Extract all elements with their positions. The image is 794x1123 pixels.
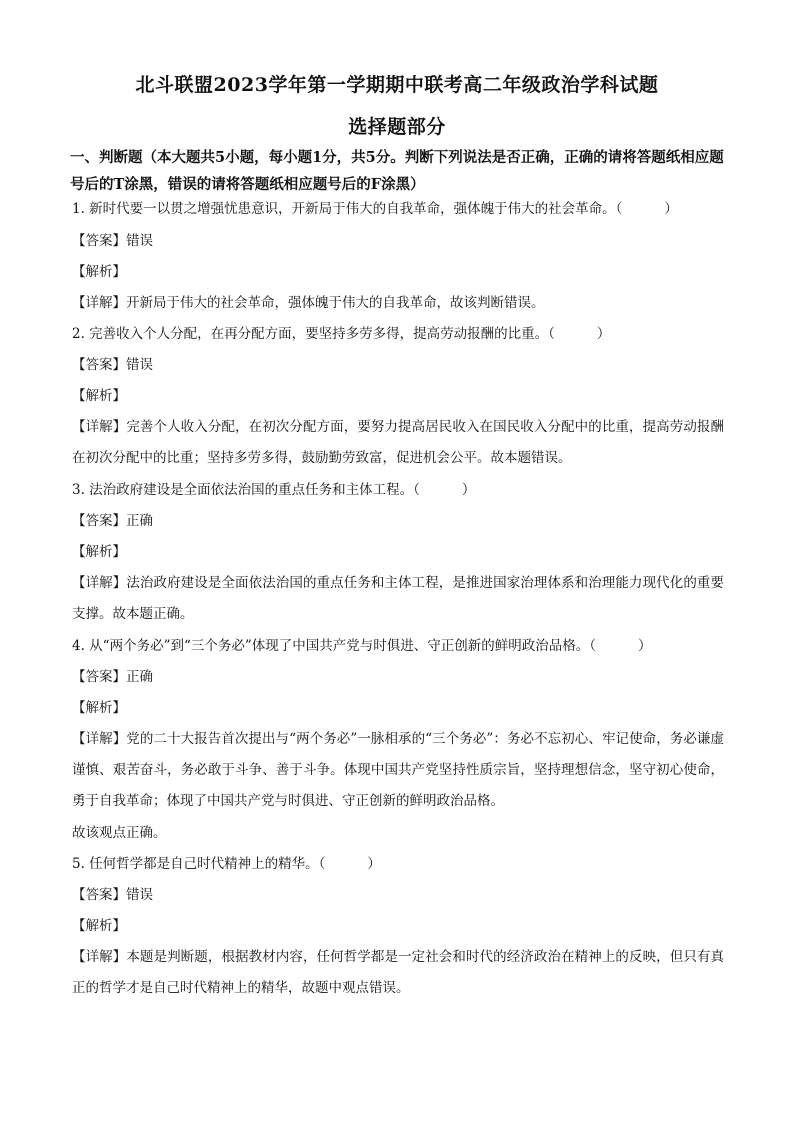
answer-value: 正确	[126, 669, 153, 685]
question-stem	[72, 324, 732, 344]
answer-line	[72, 667, 732, 687]
answer-line	[72, 355, 732, 375]
question-stem	[72, 854, 732, 874]
question-stem	[72, 636, 732, 656]
question-close: ）	[461, 482, 476, 498]
detail-paragraph	[72, 412, 724, 474]
question-close: ）	[596, 326, 611, 342]
question-close: ）	[638, 638, 652, 654]
detail-paragraph	[72, 724, 724, 817]
detail-paragraph	[72, 942, 724, 1004]
answer-line	[72, 885, 732, 905]
answer-label: 【答案】	[72, 357, 126, 373]
detail-label: 【详解】	[72, 295, 126, 311]
answer-label: 【答案】	[72, 887, 126, 903]
question-text: 3. 法治政府建设是全面依法治国的重点任务和主体工程。（	[72, 482, 420, 498]
detail-text: 开新局于伟大的社会革命，强体魄于伟大的自我革命，故该判断错误。	[126, 295, 545, 311]
detail-text: 本题是判断题，根据教材内容，任何哲学都是一定社会和时代的经济政治在精神上的反映，但只有真正的哲学才是自己时代精神上的精华，故题中观点错误。	[72, 949, 725, 996]
detail-paragraph	[72, 288, 724, 319]
analysis-label: 【解析】	[72, 700, 126, 716]
detail-text: 完善个人收入分配，在初次分配方面，要努力提高居民收入在国民收入分配中的比重，提高劳动报酬在初次分配中的比重；坚持多劳多得，鼓励勤劳致富，促进机会公平。故本题错误。	[72, 419, 725, 466]
question-close: ）	[664, 201, 678, 217]
answer-value: 错误	[126, 357, 153, 373]
question-text: 5. 任何哲学都是自己时代精神上的精华。（	[72, 856, 326, 872]
question-text: 4. 从“两个务必”到“三个务必”体现了中国共产党与时俱进、守正创新的鲜明政治品格。（	[72, 638, 597, 654]
document-subtitle: 选择题部分	[348, 116, 446, 138]
document-title: 北斗联盟2023学年第一学期期中联考高二年级政治学科试题	[135, 74, 659, 96]
analysis-label: 【解析】	[72, 544, 126, 560]
detail-label: 【详解】	[72, 419, 127, 435]
question-close: ）	[367, 856, 381, 872]
analysis-label: 【解析】	[72, 918, 126, 934]
answer-value: 错误	[126, 233, 153, 249]
analysis-label: 【解析】	[72, 264, 126, 280]
detail-conclusion: 故该观点正确。	[72, 825, 167, 841]
detail-paragraph	[72, 568, 724, 630]
answer-label: 【答案】	[72, 513, 126, 529]
detail-text: 法治政府建设是全面依法治国的重点任务和主体工程，是推进国家治理体系和治理能力现代化的重要支撑。故本题正确。	[72, 575, 725, 622]
answer-value: 正确	[126, 513, 153, 529]
answer-line	[72, 231, 732, 251]
answer-label: 【答案】	[72, 669, 126, 685]
detail-text: 党的二十大报告首次提出与“两个务必”一脉相承的“三个务必”：务必不忘初心、牢记使命，务必谦虚谨慎、艰苦奋斗，务必敢于斗争、善于斗争。体现中国共产党坚持性质宗旨，坚持理想信念，坚守初心使命，勇于自我革命；体现了中国共产党与时俱进、守正创新的鲜明政治品格。	[72, 731, 725, 809]
section-heading: 一、判断题（本大题共5小题，每小题1分，共5分。判断下列说法是否正确，正确的请将答题纸相应题号后的T涂黑，错误的请将答题纸相应题号后的F涂黑）	[70, 149, 724, 193]
question-stem	[72, 480, 732, 500]
analysis-label: 【解析】	[72, 388, 126, 404]
answer-line	[72, 511, 732, 531]
answer-value: 错误	[126, 887, 153, 903]
detail-label: 【详解】	[72, 575, 127, 591]
answer-label: 【答案】	[72, 233, 126, 249]
question-stem	[72, 199, 732, 219]
detail-label: 【详解】	[72, 949, 127, 965]
detail-label: 【详解】	[72, 731, 127, 747]
question-text: 2. 完善收入个人分配，在再分配方面，要坚持多劳多得，提高劳动报酬的比重。（	[72, 326, 555, 342]
question-text: 1. 新时代要一以贯之增强忧患意识，开新局于伟大的自我革命，强体魄于伟大的社会革命。（	[72, 201, 623, 217]
